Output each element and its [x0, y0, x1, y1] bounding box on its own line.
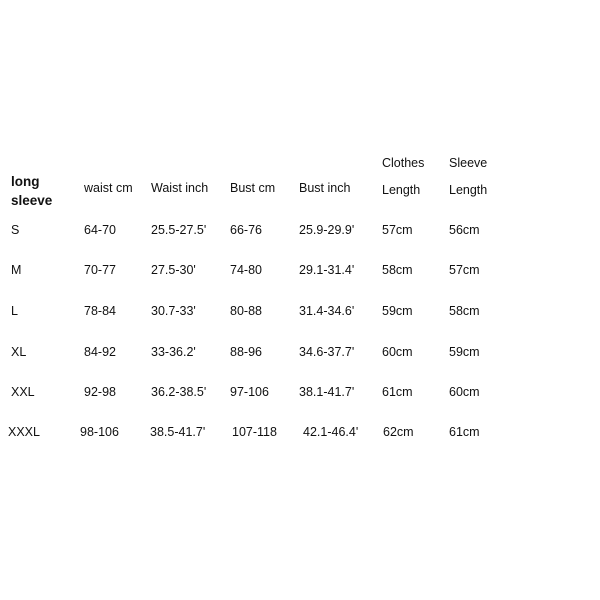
corner-header-line: sleeve	[11, 193, 53, 208]
table-cell: 84-92	[84, 345, 116, 359]
table-cell: 59cm	[382, 304, 413, 318]
table-cell: 36.2-38.5'	[151, 385, 207, 399]
column-header-line: Length	[382, 183, 421, 197]
corner-header-line: long	[11, 174, 40, 189]
column-header-line: Sleeve	[449, 156, 488, 170]
table-cell: 34.6-37.7'	[299, 345, 355, 359]
table-cell: 57cm	[382, 223, 413, 237]
table-cell: 60cm	[382, 345, 413, 359]
table-cell: 33-36.2'	[151, 345, 196, 359]
column-header-waist-inch: Waist inch	[151, 181, 209, 195]
table-cell: 59cm	[449, 345, 480, 359]
table-cell: 58cm	[382, 263, 413, 277]
column-header-bust-inch: Bust inch	[299, 181, 351, 195]
table-cell: 64-70	[84, 223, 116, 237]
row-size-label: XXL	[11, 385, 35, 399]
table-cell: 78-84	[84, 304, 116, 318]
table-cell: 98-106	[80, 425, 119, 439]
row-size-label: XXXL	[8, 425, 40, 439]
table-cell: 57cm	[449, 263, 480, 277]
column-header-sleeve-length	[449, 156, 487, 198]
table-cell: 56cm	[449, 223, 480, 237]
table-cell: 38.1-41.7'	[299, 385, 355, 399]
table-cell: 88-96	[230, 345, 262, 359]
table-cell: 74-80	[230, 263, 262, 277]
column-header-clothes-length	[382, 156, 424, 198]
table-cell: 60cm	[449, 385, 480, 399]
table-cell: 66-76	[230, 223, 262, 237]
table-cell: 27.5-30'	[151, 263, 196, 277]
table-cell: 107-118	[232, 425, 277, 439]
row-size-label: M	[11, 263, 22, 277]
corner-header	[11, 172, 52, 210]
table-cell: 61cm	[449, 425, 480, 439]
row-size-label: L	[11, 304, 18, 318]
table-cell: 80-88	[230, 304, 262, 318]
column-header-line: Length	[449, 183, 488, 197]
table-cell: 42.1-46.4'	[303, 425, 359, 439]
table-cell: 25.9-29.9'	[299, 223, 355, 237]
table-cell: 92-98	[84, 385, 116, 399]
table-cell: 31.4-34.6'	[299, 304, 355, 318]
row-size-label: XL	[11, 345, 27, 359]
column-header-waist-cm: waist cm	[84, 181, 133, 195]
row-size-label: S	[11, 223, 20, 237]
table-cell: 61cm	[382, 385, 413, 399]
column-header-bust-cm: Bust cm	[230, 181, 276, 195]
table-cell: 30.7-33'	[151, 304, 196, 318]
table-cell: 70-77	[84, 263, 116, 277]
table-cell: 62cm	[383, 425, 414, 439]
table-cell: 25.5-27.5'	[151, 223, 207, 237]
table-cell: 38.5-41.7'	[150, 425, 206, 439]
table-cell: 97-106	[230, 385, 269, 399]
column-header-line: Clothes	[382, 156, 425, 170]
table-cell: 58cm	[449, 304, 480, 318]
table-cell: 29.1-31.4'	[299, 263, 355, 277]
